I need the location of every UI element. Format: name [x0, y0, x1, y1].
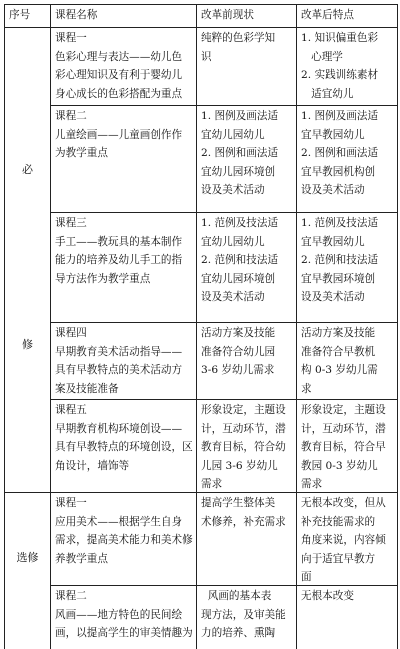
row-1-before-line: 识	[201, 50, 212, 63]
row-5-before	[198, 400, 296, 495]
row-7-before-line: 风画的基本表	[201, 590, 272, 602]
row-1-course-name-line: 身心成长的色彩搭配为重点	[55, 87, 183, 100]
row-7-course-name	[52, 586, 196, 644]
row-4-before-line: 3-6 岁幼儿需求	[201, 364, 275, 377]
row-1-course-name-line: 课程一	[55, 32, 87, 44]
row-5-course-name-line: 具有早教特点的环境创设，区	[55, 441, 193, 454]
row-1-before	[198, 28, 296, 67]
row-2-after-line: 宜早教园机构创	[301, 165, 376, 178]
row-5-course-name-line: 早期教育机构环境创设——	[55, 422, 183, 435]
row-5-after-line: 需求	[301, 478, 323, 491]
col-divider-1	[50, 4, 51, 649]
row-1-after-line: 适宜幼儿	[301, 87, 354, 100]
row-1-after-line: 心理学	[301, 50, 343, 63]
row-2-course-name-line: 课程二	[55, 110, 87, 122]
row-6-after-line: 面	[301, 571, 312, 584]
row-6-after-line: 无根本改变，但从	[301, 497, 386, 509]
row-2-after-line: 设及美术活动	[301, 184, 365, 197]
row-5-before-line: 计，互动环节，潜	[201, 422, 286, 435]
row-2-before	[198, 106, 296, 201]
row-3-course-name-line: 能力的培养及幼儿手工的指	[55, 254, 183, 267]
row-7-before-line: 现方法，及审美能	[201, 608, 286, 621]
row-2-before-line: 设及美术活动	[201, 184, 265, 197]
row-5-course-name-line: 角设计，墙饰等	[55, 459, 130, 472]
row-7-before-line: 力的培养、熏陶	[201, 627, 276, 640]
group-label-elective: 选修	[16, 550, 39, 564]
row-2-after-line: 宜早教园幼儿	[301, 128, 365, 141]
row-2-before-line: 2. 图例和画法适	[201, 147, 279, 160]
group-label-required-2: 修	[22, 337, 33, 351]
row-6-after	[298, 493, 397, 588]
row-5-after-line: 教园 0-3 岁幼儿	[301, 459, 378, 472]
row-3-course-name-line: 课程三	[55, 217, 87, 229]
row-4-after-line: 准备符合早教机	[301, 345, 376, 358]
col-divider-3	[296, 4, 297, 649]
row-2-before-line: 宜幼儿园环境创	[201, 165, 276, 178]
header-course-name: 课程名称	[55, 9, 98, 21]
row-4-after-line: 求	[301, 382, 312, 395]
group-label-required-1: 必	[22, 162, 33, 176]
row-4-course-name	[52, 323, 196, 399]
table-right-border	[397, 4, 398, 649]
row-6-course-name	[52, 493, 196, 569]
row-1-course-name	[52, 28, 196, 104]
row-5-course-name	[52, 400, 196, 476]
row-1-after-line: 2. 实践训练素材	[301, 69, 379, 82]
row-4-after-line: 构 0-3 岁幼儿需	[301, 364, 378, 377]
row-2-after-line: 2. 图例和画法适	[301, 147, 379, 160]
row-4-before	[198, 323, 296, 381]
row-2-course-name-line: 为教学重点	[55, 147, 108, 160]
row-6-before-line: 提高学生整体美	[201, 497, 276, 509]
row-7-course-name-line: 课程二	[55, 590, 87, 602]
row-4-course-name-line: 案及技能准备	[55, 382, 119, 395]
row-1-before-line: 纯粹的色彩学知	[201, 32, 276, 44]
row-4-before-line: 准备符合幼儿园	[201, 345, 276, 358]
row-4-course-name-line: 早期教育美术活动指导——	[55, 345, 183, 358]
row-3-before-line: 宜幼儿园幼儿	[201, 235, 265, 248]
row-4-course-name-line: 课程四	[55, 327, 87, 339]
row-3-after-line: 1. 范例及技法适	[301, 217, 379, 229]
header-seq: 序号	[9, 9, 31, 21]
row-4-course-name-line: 具有早教特点的美术活动方	[55, 364, 183, 377]
row-1-course-name-line: 色彩心理与表达——幼儿色	[55, 50, 183, 63]
row-2-course-name	[52, 106, 196, 164]
row-5-after-line: 形象设定，主题设	[301, 404, 386, 416]
row-3-before-line: 1. 范例及技法适	[201, 217, 279, 229]
row-2-before-line: 宜幼儿园幼儿	[201, 128, 265, 141]
row-6-course-name-line: 需求，提高美术能力和美术修	[55, 534, 193, 547]
row-3-before-line: 宜幼儿园环境创	[201, 272, 276, 285]
row-6-course-name-line: 课程一	[55, 497, 87, 509]
header-before-reform: 改革前现状	[201, 9, 254, 21]
row-7-course-name-line: 画，以提高学生的审美情趣为	[55, 627, 193, 640]
row-3-before-line: 设及美术活动	[201, 291, 265, 304]
row-6-course-name-line: 应用美术——根据学生自身	[55, 515, 183, 528]
row-7-after-line: 无根本改变	[301, 590, 354, 602]
row-6-course-name-line: 养教学重点	[55, 552, 108, 565]
row-5-after	[298, 400, 397, 495]
row-7-after	[298, 586, 397, 607]
row-1-after-line: 1. 知识偏重色彩	[301, 32, 379, 44]
row-6-after-line: 向于适宜早教方	[301, 552, 376, 565]
row-2-course-name-line: 儿童绘画——儿童画创作作	[55, 128, 183, 141]
row-2-after	[298, 106, 397, 201]
row-1-course-name-line: 彩心理知识及有利于婴幼儿	[55, 69, 183, 82]
row-3-course-name-line: 导方法作为教学重点	[55, 272, 151, 285]
row-3-after-line: 宜早教园幼儿	[301, 235, 365, 248]
header-after-reform: 改革后特点	[301, 9, 354, 21]
row-3-before	[198, 213, 296, 308]
row-5-before-line: 形象设定，主题设	[201, 404, 286, 416]
row-3-after-line: 设及美术活动	[301, 291, 365, 304]
row-5-before-line: 需求	[201, 478, 223, 491]
col-divider-2	[196, 4, 197, 649]
row-6-after-line: 角度来说，内容倾	[301, 534, 386, 547]
row-5-before-line: 教育目标，符合幼	[201, 441, 286, 454]
row-6-before-line: 术修养，补充需求	[201, 515, 286, 528]
row-4-after-line: 活动方案及技能	[301, 327, 376, 339]
row-5-after-line: 计，互动环节，潜	[301, 422, 386, 435]
row-3-after	[298, 213, 397, 308]
row-3-course-name-line: 手工——教玩具的基本制作	[55, 235, 183, 248]
row-7-course-name-line: 风画——地方特色的民间绘	[55, 608, 183, 621]
row-6-after-line: 补充技能需求的	[301, 515, 376, 528]
row-3-after-line: 2. 范例和技法适	[301, 254, 379, 267]
row-4-after	[298, 323, 397, 399]
row-4-before-line: 活动方案及技能	[201, 327, 276, 339]
row-7-before	[198, 586, 296, 644]
row-1-after	[298, 28, 397, 104]
row-2-after-line: 1. 图例及画法适	[301, 110, 379, 122]
row-5-course-name-line: 课程五	[55, 404, 87, 416]
row-5-before-line: 儿园 3-6 岁幼儿	[201, 459, 278, 472]
row-3-course-name	[52, 213, 196, 289]
row-3-before-line: 2. 范例和技法适	[201, 254, 279, 267]
row-6-before	[198, 493, 296, 532]
row-5-after-line: 教育目标，符合早	[301, 441, 386, 454]
row-3-after-line: 宜早教园环境创	[301, 272, 376, 285]
row-2-before-line: 1. 图例及画法适	[201, 110, 279, 122]
